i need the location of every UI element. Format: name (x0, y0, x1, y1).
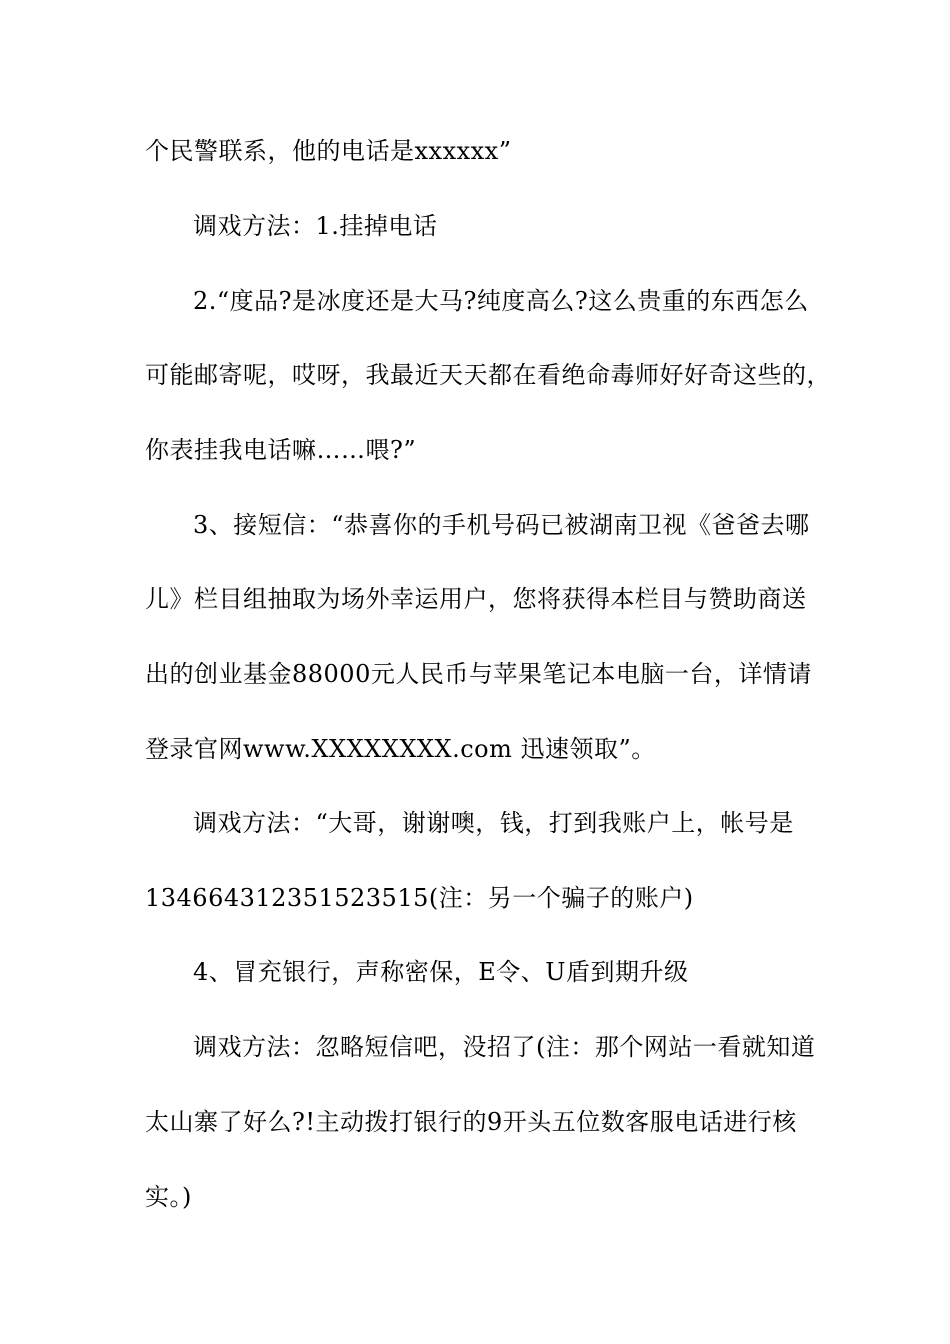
text-line: 你表挂我电话嘛……喂?” (145, 436, 417, 464)
text-line: 太山寨了好么?!主动拨打银行的9开头五位数客服电话进行核 (145, 1108, 797, 1136)
text-line: 可能邮寄呢，哎呀，我最近天天都在看绝命毒师好好奇这些的， (145, 361, 831, 389)
text-line: 调戏方法：1.挂掉电话 (193, 212, 438, 240)
text-line: 4、冒充银行，声称密保，E令、U盾到期升级 (193, 958, 689, 986)
text-line: 儿》栏目组抽取为场外幸运用户，您将获得本栏目与赞助商送 (145, 585, 807, 613)
text-line: 个民警联系，他的电话是xxxxxx” (145, 137, 512, 165)
text-line: 实。) (145, 1183, 192, 1211)
text-line: 134664312351523515(注：另一个骗子的账户) (145, 884, 694, 912)
text-line: 2.“度品?是冰度还是大马?纯度高么?这么贵重的东西怎么 (193, 287, 809, 315)
text-line: 调戏方法：忽略短信吧，没招了(注：那个网站一看就知道 (193, 1033, 816, 1061)
text-line: 3、接短信：“恭喜你的手机号码已被湖南卫视《爸爸去哪 (193, 511, 810, 539)
text-line: 登录官网www.XXXXXXXX.com 迅速领取”。 (145, 735, 656, 763)
text-line: 出的创业基金88000元人民币与苹果笔记本电脑一台，详情请 (145, 660, 812, 688)
text-line: 调戏方法：“大哥，谢谢噢，钱，打到我账户上，帐号是 (193, 809, 794, 837)
